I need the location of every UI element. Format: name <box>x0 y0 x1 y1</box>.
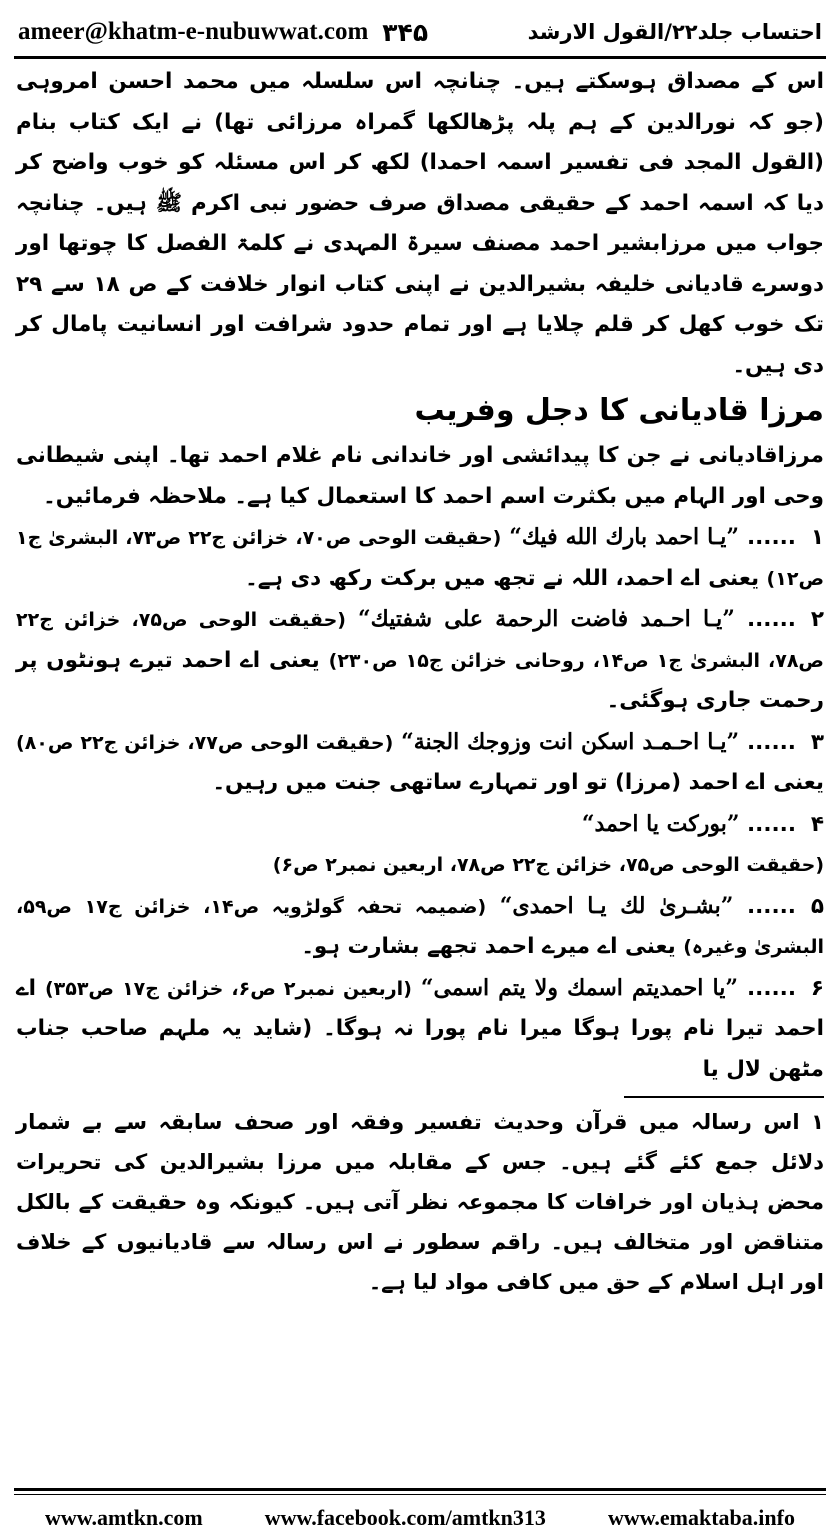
footer-link-amtkn[interactable]: www.amtkn.com <box>45 1505 203 1530</box>
body-paragraph: اس کے مصداق ہوسکتے ہیں۔ چنانچہ اس سلسلہ میں محمد احسن امروہی (جو کہ نورالدین کے ہم پلہ پڑھالکھا گمراہ مرزائی تھا) نے ایک کتاب بنام (القول المجد فی تفسیر اسمہ احمدا) لکھ کر اس مسئلہ کو خوب واضح کر دیا کہ اسمہ احمد کے حقیقی مصداق صرف حضور نبی اکرم ﷺ ہیں۔ چنانچہ جواب میں مرزابشیر احمد مصنف سیرۃ المہدی نے کلمۃ الفصل کا چوتھا اور دوسرے قادیانی خلیفہ بشیرالدین نے اپنی کتاب انوار خلافت کے ص ۱۸ سے ۲۹ تک خوب کھل کر قلم چلایا ہے اور تمام حدود شرافت اور انسانیت پامال کر دی ہیں۔ <box>16 69 824 378</box>
entry-dots: ...... <box>746 893 796 919</box>
entry-translation: یعنی اے احمد تیرے ہونٹوں پر رحمت جاری ہوگئی۔ <box>16 647 824 713</box>
entry-reference: (ضمیمہ تحفہ گولڑویہ ص۱۴، خزائن ج۱۷ ص۵۹، البشریٰ وغیرہ) <box>16 895 824 958</box>
entry-dots: ...... <box>746 607 796 632</box>
entry-arabic: ”یـا احمد بارك الله فيك“ <box>509 524 740 550</box>
revelation-entry-4 <box>16 804 824 886</box>
entry-dots: ...... <box>746 525 796 550</box>
entry-arabic: ”بشـرىٰ لك يـا احمدى“ <box>499 892 734 919</box>
entry-number: ۴ <box>810 811 824 837</box>
footnote-rule <box>624 1096 824 1098</box>
entry-number: ۲ <box>810 607 824 632</box>
revelation-entry-2 <box>16 599 824 722</box>
entry-arabic: ”یا احمديتم اسمك ولا يتم اسمى“ <box>420 974 739 1001</box>
page-body <box>16 62 824 1302</box>
revelation-entry-5 <box>16 886 824 968</box>
page-header <box>18 10 822 54</box>
book-title: احتساب جلد۲۲/القول الارشد <box>527 20 822 44</box>
footer-link-emaktaba[interactable]: www.emaktaba.info <box>607 1505 795 1530</box>
revelation-entry-6 <box>16 968 824 1091</box>
entry-arabic: ”یـا احـمـد اسكن انت وزوجك الجنة“ <box>401 728 740 755</box>
entry-arabic: ”بوركت يا احمد“ <box>581 810 740 837</box>
entry-reference: (حقیقت الوحی ص۷۵، خزائن ج۲۲ ص۷۸، اربعین نمبر۲ ص۶) <box>272 854 824 876</box>
entry-reference: (اربعین نمبر۲ ص۶، خزائن ج۱۷ ص۳۵۳) <box>44 977 412 1000</box>
entry-dots: ...... <box>746 729 796 755</box>
header-left <box>18 18 428 47</box>
header-rule <box>14 56 826 59</box>
entry-reference: (حقیقت الوحی ص۷۰، خزائن ج۲۲ ص۷۳، البشریٰ ج۱ ص۱۲) <box>16 527 824 590</box>
entry-number: ۱ <box>810 525 824 550</box>
page-footer <box>14 1500 826 1536</box>
entry-number: ۳ <box>810 729 824 755</box>
entry-number: ۶ <box>810 975 824 1001</box>
entry-translation: اے احمد تیرا نام پورا ہوگا میرا نام پورا نہ ہوگا۔ (شاید یہ ملہم صاحب جناب مٹھن لال یا <box>16 975 824 1082</box>
entry-number: ۵ <box>810 893 824 919</box>
entry-translation: یعنی اے میرے احمد تجھے بشارت ہو۔ <box>301 934 676 959</box>
footer-rule-thick <box>14 1488 826 1491</box>
footnote: ۱ اس رسالہ میں قرآن وحدیث تفسیر وفقہ اور صحف سابقہ سے بے شمار دلائل جمع کئے گئے ہیں۔ جس کے مقابلہ میں مرزا بشیرالدین کی تحریرات محض ہذیان اور خرافات کا مجموعہ نظر آتی ہیں۔ کیونکہ وہ حقیقت کے بالکل متناقض اور متخالف ہیں۔ راقم سطور نے اس رسالہ سے قادیانیوں کے خلاف اور اہل اسلام کے حق میں کافی مواد لیا ہے۔ <box>16 1110 824 1294</box>
page-number: ۳۴۵ <box>382 17 429 47</box>
entry-translation: یعنی اے احمد (مرزا) تو اور تمہارے ساتھی جنت میں رہیں۔ <box>212 770 824 795</box>
intro-paragraph: مرزاقادیانی نے جن کا پیدائشی اور خاندانی نام غلام احمد تھا۔ اپنی شیطانی وحی اور الہام میں بکثرت اسم احمد کا استعمال کیا ہے۔ ملاحظہ فرمائیں۔ <box>16 443 824 509</box>
entry-dots: ...... <box>746 975 796 1001</box>
header-email[interactable]: ameer@khatm-e-nubuwwat.com <box>18 18 369 45</box>
footer-rule-thin <box>14 1494 826 1495</box>
section-heading: مرزا قادیانی کا دجل وفریب <box>414 393 824 428</box>
entry-dots: ...... <box>746 811 796 837</box>
entry-reference: (حقیقت الوحی ص۷۷، خزائن ج۲۲ ص۸۰) <box>16 731 394 754</box>
footer-link-facebook[interactable]: www.facebook.com/amtkn313 <box>264 1505 546 1530</box>
entry-reference: (حقیقت الوحی ص۷۵، خزائن ج۲۲ ص۷۸، البشریٰ ج۱ ص۱۴، روحانی خزائن ج۱۵ ص۲۳۰) <box>16 609 824 672</box>
entry-translation: یعنی اے احمد، اللہ نے تجھ میں برکت رکھ دی ہے۔ <box>245 565 760 591</box>
revelation-entry-3 <box>16 722 824 804</box>
entry-arabic: ”یـا احـمد فاضت الرحمة على شفتيك“ <box>358 606 735 632</box>
revelation-entry-1 <box>16 517 824 599</box>
